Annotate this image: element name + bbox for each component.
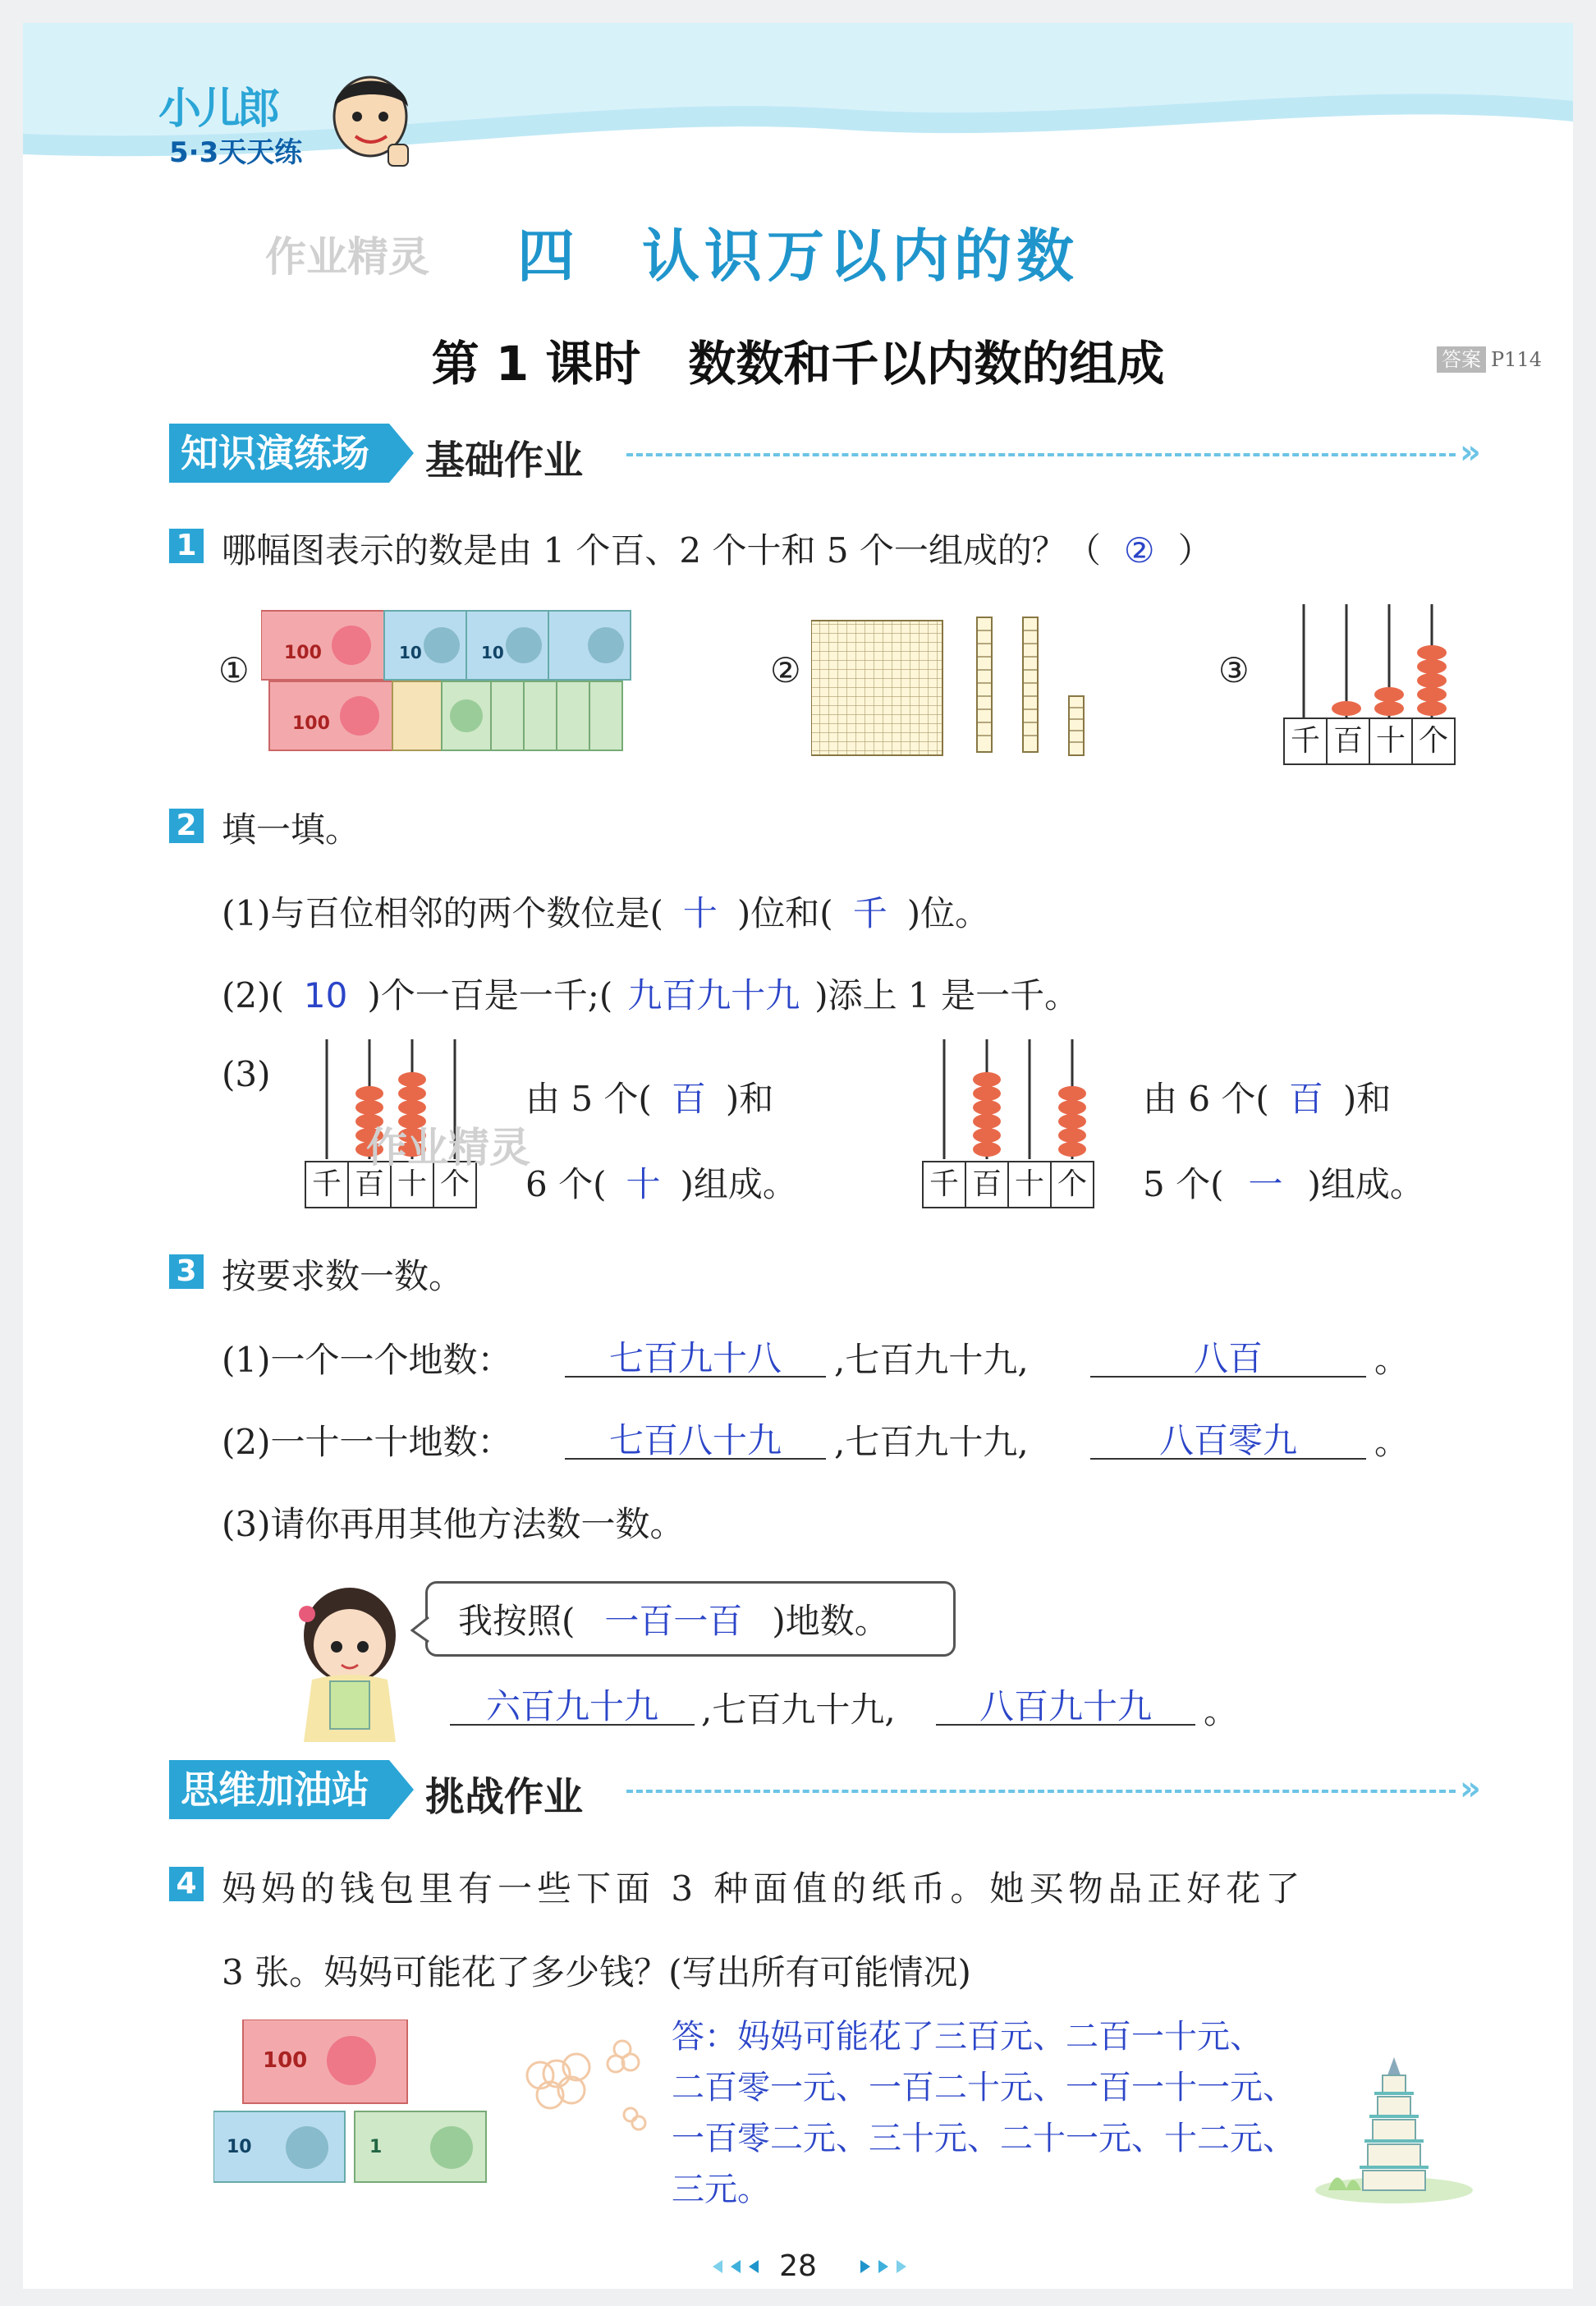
- q2-p3-right-line1: [1143, 1072, 1391, 1121]
- brand-subtitle: 5·3天天练: [169, 136, 303, 169]
- q1-place-value-row: [1285, 717, 1456, 765]
- q2-p1-text-a: (1)与百位相邻的两个数位是(: [222, 893, 663, 933]
- q3-p2-blank-2: [1090, 1414, 1366, 1460]
- q4-answer-line-3: 一百零二元、三十元、二十一元、十二元、: [672, 2120, 1296, 2157]
- q2-p3-left-text-c: 6 个(: [525, 1164, 607, 1204]
- q2-part1: [222, 887, 989, 936]
- q4-answer-line-2: 二百零一元、一百二十元、一百一十一元、: [672, 2069, 1296, 2107]
- q1-stem-text: 哪幅图表示的数是由 1 个百、2 个十和 5 个一组成的？（: [222, 530, 1101, 571]
- q2-p3-left-text-b: )和: [725, 1079, 774, 1119]
- q4-line1: 妈妈的钱包里有一些下面 3 种面值的纸币。她买物品正好花了: [222, 1868, 1305, 1909]
- q2-p1-text-b: )位和(: [736, 893, 833, 933]
- pv-tens: 十: [390, 1161, 434, 1208]
- q1-option-1: ①: [218, 650, 250, 690]
- girl-reading-illustration: [279, 1578, 419, 1750]
- q2-p3-left-text-a: 由 5 个(: [525, 1079, 652, 1119]
- q1-stem-end: ）: [1177, 530, 1213, 571]
- q3-p4-blank-1: [450, 1680, 695, 1726]
- question-number-2: 2: [169, 809, 204, 843]
- pv-hundreds: 百: [347, 1161, 392, 1208]
- q2-p2-text-c: )添上 1 是一千。: [814, 975, 1080, 1015]
- pv-hundreds: 百: [1326, 717, 1370, 765]
- q3-p4-answer-2: 八百九十九: [979, 1686, 1152, 1726]
- workbook-page: [23, 23, 1573, 2289]
- q3-p1-label: (1)一个一个地数：: [222, 1340, 512, 1380]
- q3-p4-blank-2: [936, 1680, 1195, 1726]
- q2-p1-text-c: )位。: [906, 893, 990, 933]
- q3-p2-answer-1: 七百八十九: [608, 1420, 782, 1460]
- q1-answer: ②: [1123, 530, 1155, 571]
- q3-p2-answer-2: 八百零九: [1158, 1420, 1297, 1460]
- pv-hundreds: 百: [965, 1161, 1009, 1208]
- answer-page: P114: [1491, 348, 1542, 371]
- chevron-right-icon: »: [1460, 1770, 1481, 1808]
- q2-p3-left-line2: [525, 1158, 797, 1207]
- q2-p3-right-text-c: 5 个(: [1143, 1164, 1224, 1204]
- q2-p2-answer-1: 10: [303, 975, 348, 1015]
- section-badge-basic: 知识演练场: [169, 424, 389, 483]
- watermark: 作业精灵: [265, 233, 429, 281]
- pv-ones: 个: [433, 1161, 477, 1208]
- section-divider: [626, 453, 1456, 456]
- q3-p4-answer-1: 六百九十九: [485, 1686, 658, 1726]
- bubble-text-a: 我按照(: [458, 1601, 576, 1641]
- q1-option-2: ②: [770, 650, 801, 690]
- q2-p3-left-text-d: )组成。: [680, 1164, 797, 1204]
- q3-p4-end: 。: [1204, 1691, 1239, 1731]
- unit-title: 四 认识万以内的数: [517, 222, 1079, 290]
- q2-pv-right: [924, 1161, 1094, 1208]
- pagoda-illustration: [1304, 2051, 1476, 2207]
- q1-note-10-b: 10: [481, 643, 504, 662]
- q3-p2-label: (2)一十一十地数：: [222, 1422, 512, 1462]
- q1-note-10-a: 10: [399, 643, 422, 662]
- q3-p1-answer-2: 八百: [1193, 1338, 1263, 1378]
- q2-p1-answer-2: 千: [852, 893, 887, 933]
- section-divider: [626, 1790, 1456, 1793]
- section-label-challenge: 挑战作业: [425, 1774, 584, 1820]
- q4-line2: 3 张。妈妈可能花了多少钱？(写出所有可能情况): [222, 1952, 971, 1992]
- pv-ones: 个: [1411, 717, 1456, 765]
- flower-decoration-icon: [507, 2024, 663, 2139]
- q2-abacus-right: [920, 1039, 1108, 1167]
- q4-note-100: 100: [263, 2048, 308, 2073]
- q2-stem: 填一填。: [222, 809, 360, 850]
- q2-p3-left-line1: [525, 1072, 773, 1121]
- q2-p2-answer-2: 九百九十九: [627, 975, 800, 1015]
- pv-thousands: 千: [1283, 717, 1328, 765]
- q2-p3-right-answer-1: 百: [1288, 1079, 1323, 1119]
- nav-right-arrows-icon: [857, 2254, 939, 2279]
- q2-part3-label: (3): [222, 1054, 271, 1094]
- answer-reference: [1437, 343, 1542, 372]
- q2-p3-right-text-a: 由 6 个(: [1143, 1079, 1269, 1119]
- pv-tens: 十: [1007, 1161, 1052, 1208]
- q2-p3-right-answer-2: 一: [1248, 1164, 1283, 1204]
- q1-option-3: ③: [1218, 650, 1250, 690]
- q1-banknotes: [261, 609, 639, 754]
- answer-label: 答案: [1437, 346, 1486, 373]
- q4-note-10: 10: [227, 2137, 252, 2157]
- q2-p3-left-answer-1: 百: [671, 1079, 706, 1119]
- question-number-1: 1: [169, 529, 204, 563]
- section-label-basic: 基础作业: [425, 438, 584, 484]
- q3-stem: 按要求数一数。: [222, 1256, 464, 1296]
- q3-p3-label: (3)请你再用其他方法数一数。: [222, 1504, 685, 1544]
- lesson-title: 第 1 课时 数数和千以内数的组成: [431, 336, 1165, 392]
- q2-part2: [222, 969, 1079, 1018]
- watermark: 作业精灵: [366, 1124, 530, 1171]
- bubble-text: [458, 1594, 889, 1644]
- q1-stem: [222, 524, 1213, 573]
- q3-p1-blank-2: [1090, 1332, 1366, 1378]
- bubble-text-b: )地数。: [772, 1601, 889, 1641]
- q4-banknotes: [213, 2019, 493, 2192]
- bubble-answer: 一百一百: [604, 1601, 743, 1641]
- q3-p1-blank-1: [565, 1332, 826, 1378]
- q1-note-100-b: 100: [292, 713, 330, 734]
- chevron-right-icon: »: [1460, 433, 1481, 471]
- question-number-3: 3: [169, 1254, 204, 1289]
- section-badge-challenge: 思维加油站: [169, 1760, 389, 1819]
- q3-p1-end: 。: [1374, 1340, 1410, 1380]
- q3-p2-end: 。: [1374, 1422, 1410, 1462]
- q2-p2-text-b: )个一百是一千;(: [367, 975, 613, 1015]
- q2-p3-right-line2: [1143, 1158, 1424, 1207]
- question-number-4: 4: [169, 1867, 204, 1901]
- q4-answer-line-1: 答：妈妈可能花了三百元、二百一十元、: [672, 2018, 1263, 2056]
- brand-logo: 小儿郎: [158, 85, 277, 134]
- pv-tens: 十: [1369, 717, 1413, 765]
- q3-p2-mid: ,七百九十九,: [834, 1422, 1029, 1462]
- q2-p3-left-answer-2: 十: [626, 1164, 661, 1204]
- pv-thousands: 千: [305, 1161, 349, 1208]
- mascot-boy-icon: [323, 66, 421, 172]
- q1-note-100-a: 100: [284, 643, 322, 663]
- q3-p1-mid: ,七百九十九,: [834, 1340, 1029, 1380]
- pv-ones: 个: [1050, 1161, 1094, 1208]
- q2-p1-answer-1: 十: [682, 893, 718, 933]
- q4-answer: [672, 2011, 1394, 2215]
- q1-place-value-blocks: [811, 616, 1131, 762]
- q3-p2-blank-1: [565, 1414, 826, 1460]
- q2-p3-right-text-d: )组成。: [1307, 1164, 1424, 1204]
- q3-p1-answer-1: 七百九十八: [608, 1338, 782, 1378]
- q4-answer-line-4: 三元。: [672, 2171, 770, 2208]
- speech-bubble-tail-icon: [410, 1616, 430, 1645]
- q3-p4-mid: ,七百九十九,: [701, 1689, 896, 1730]
- page-number: 28: [779, 2249, 817, 2283]
- q2-p3-right-text-b: )和: [1342, 1079, 1392, 1119]
- pv-thousands: 千: [922, 1161, 966, 1208]
- q2-p2-text-a: (2)(: [222, 975, 284, 1015]
- q4-note-1: 1: [369, 2137, 383, 2157]
